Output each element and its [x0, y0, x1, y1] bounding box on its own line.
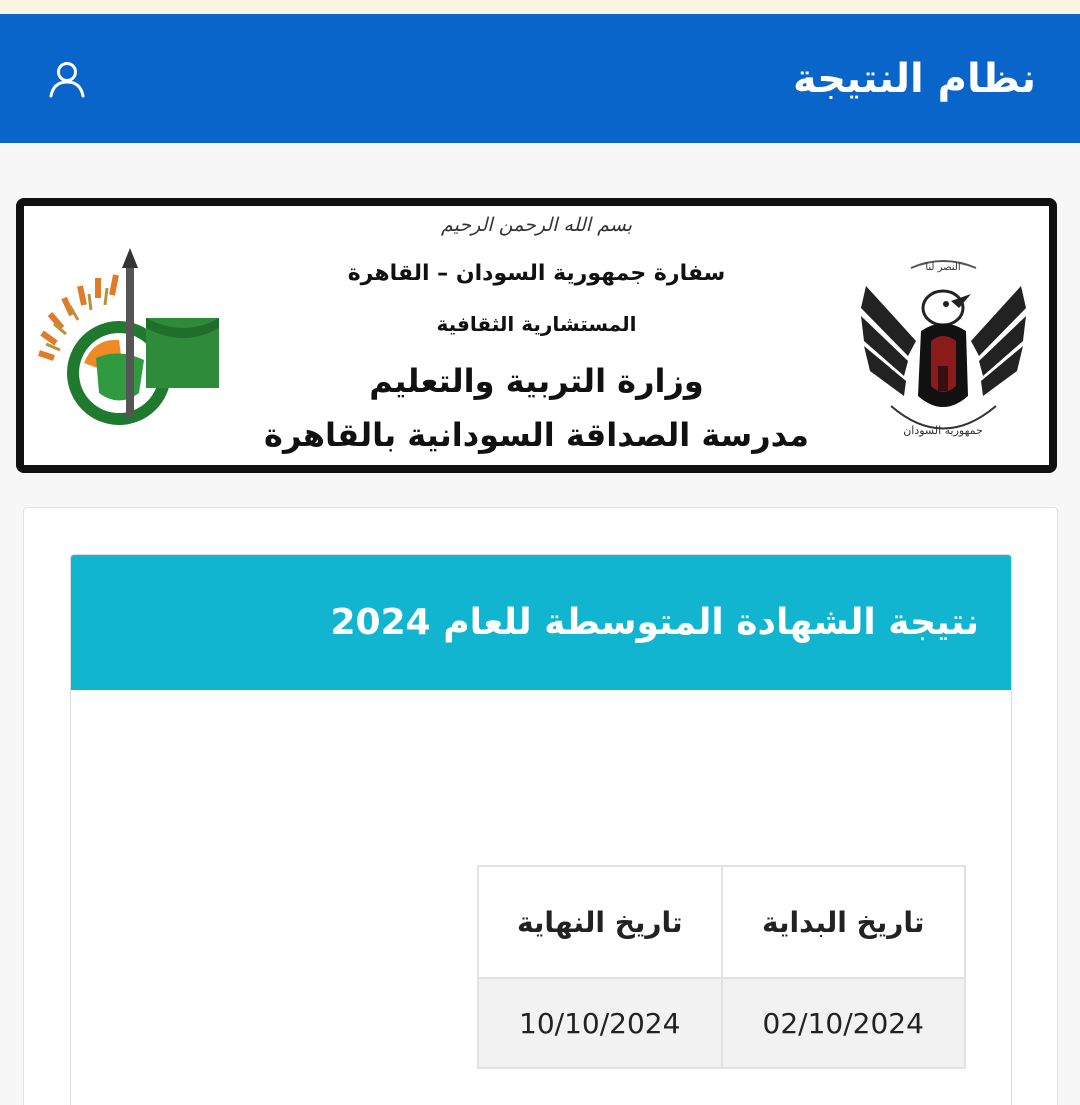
dates-table	[477, 865, 966, 1069]
ministry-line: وزارة التربية والتعليم	[369, 362, 704, 400]
eagle-ribbon-text: جمهورية السودان	[903, 424, 983, 437]
school-globe-logo	[34, 248, 229, 438]
eagle-banner-text: النصر لنا	[925, 262, 961, 273]
table-row	[478, 978, 965, 1068]
end-date-cell: 10/10/2024	[478, 978, 722, 1068]
result-header	[71, 555, 1011, 690]
school-banner	[16, 198, 1057, 473]
basmala: بسم الله الرحمن الرحيم	[441, 214, 632, 236]
start-date-cell: 02/10/2024	[722, 978, 966, 1068]
school-name: مدرسة الصداقة السودانية بالقاهرة	[264, 416, 809, 454]
result-card	[70, 554, 1012, 1105]
result-title: نتيجة الشهادة المتوسطة للعام 2024	[330, 602, 979, 643]
cultural-line: المستشارية الثقافية	[436, 312, 637, 336]
start-date-header: تاريخ البداية	[722, 866, 966, 978]
embassy-line: سفارة جمهورية السودان – القاهرة	[347, 261, 726, 286]
navbar	[0, 14, 1080, 143]
brand-title[interactable]: نظام النتيجة	[792, 55, 1036, 102]
outer-card	[23, 507, 1058, 1105]
table-header-row	[478, 866, 965, 978]
end-date-header: تاريخ النهاية	[478, 866, 722, 978]
status-strip	[0, 0, 1080, 14]
user-icon[interactable]	[44, 56, 90, 102]
